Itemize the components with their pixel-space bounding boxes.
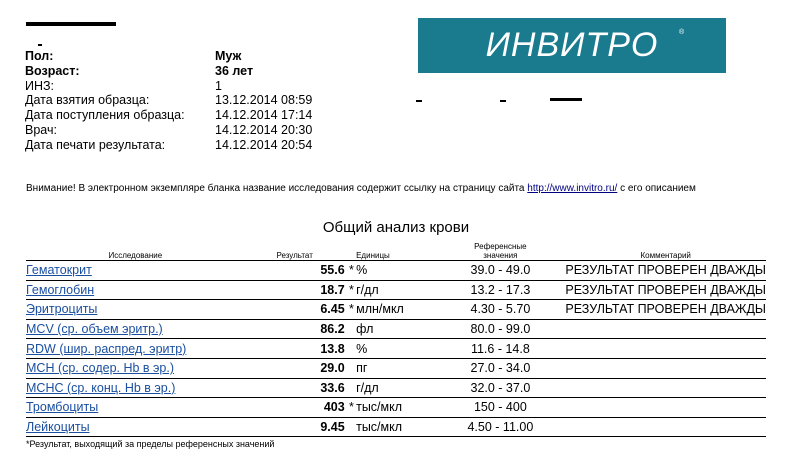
- reference-range-cell: [441, 398, 559, 418]
- unit-cell: [356, 280, 441, 300]
- table-row: [26, 319, 766, 339]
- info-row: [25, 123, 312, 138]
- info-row: [25, 108, 312, 123]
- header-reference: [441, 240, 559, 261]
- reference-range: 150 - 400: [473, 400, 527, 415]
- invitro-link[interactable]: http://www.invitro.ru/: [527, 183, 618, 194]
- test-name-link-cell[interactable]: [26, 300, 245, 320]
- reference-range: 39.0 - 49.0: [470, 263, 531, 278]
- result-value: 18.7: [320, 282, 345, 297]
- redaction-mark: [500, 100, 506, 102]
- test-name-link-cell[interactable]: [26, 339, 245, 359]
- info-value: Муж: [215, 49, 242, 63]
- header-test: Исследование: [26, 240, 245, 261]
- info-label: Дата печати результата:: [25, 137, 166, 152]
- reference-range: 13.2 - 17.3: [470, 282, 531, 297]
- result-value-cell: [245, 398, 347, 418]
- out-of-range-flag-cell: [347, 300, 356, 320]
- header-units: Единицы: [356, 240, 441, 261]
- unit: фл: [356, 322, 374, 337]
- out-of-range-flag-cell: [347, 358, 356, 378]
- out-of-range-flag-cell: [347, 378, 356, 398]
- comment-cell: [559, 319, 766, 339]
- info-value: 36 лет: [215, 63, 254, 78]
- out-of-range-flag-cell: [347, 319, 356, 339]
- comment-cell: [559, 339, 766, 359]
- result-value: 13.8: [320, 341, 345, 356]
- reference-range: 80.0 - 99.0: [470, 322, 531, 337]
- patient-info: [25, 49, 312, 153]
- comment-cell: [559, 417, 766, 437]
- out-of-range-flag-cell: [347, 417, 356, 437]
- out-of-range-flag: *: [348, 400, 354, 415]
- redaction-mark: [26, 22, 116, 26]
- out-of-range-flag-cell: [347, 398, 356, 418]
- result-value-cell: [245, 339, 347, 359]
- test-name-link[interactable]: Лейкоциты: [26, 420, 90, 435]
- reference-range-cell: [441, 319, 559, 339]
- comment-cell: [559, 398, 766, 418]
- result-value-cell: [245, 378, 347, 398]
- unit-cell: [356, 261, 441, 281]
- out-of-range-flag-cell: [347, 339, 356, 359]
- notice-text: [26, 183, 696, 194]
- comment: РЕЗУЛЬТАТ ПРОВЕРЕН ДВАЖДЫ: [565, 263, 766, 278]
- table-row: [26, 280, 766, 300]
- page-title: Общий анализ крови: [322, 219, 470, 236]
- table-row: [26, 417, 766, 437]
- test-name-link-cell[interactable]: [26, 358, 245, 378]
- comment: РЕЗУЛЬТАТ ПРОВЕРЕН ДВАЖДЫ: [565, 302, 766, 317]
- unit: %: [356, 341, 368, 356]
- redaction-mark: [38, 44, 42, 46]
- reference-range: 4.50 - 11.00: [467, 420, 534, 435]
- result-value-cell: [245, 358, 347, 378]
- test-name-link[interactable]: MCH (ср. содер. Hb в эр.): [26, 361, 174, 376]
- unit-cell: [356, 417, 441, 437]
- unit: %: [356, 263, 368, 278]
- result-value: 55.6: [320, 263, 345, 278]
- unit: пг: [356, 361, 368, 376]
- info-value: 14.12.2014 17:14: [215, 108, 313, 123]
- reference-range-cell: [441, 261, 559, 281]
- result-value-cell: [245, 280, 347, 300]
- header-comment: Комментарий: [559, 240, 766, 261]
- test-name-link-cell[interactable]: [26, 319, 245, 339]
- test-name-link[interactable]: Эритроциты: [26, 302, 98, 317]
- result-value: 86.2: [320, 322, 345, 337]
- table-row: [26, 378, 766, 398]
- header-flag: [347, 240, 356, 261]
- unit-cell: [356, 378, 441, 398]
- unit-cell: [356, 300, 441, 320]
- info-value: 14.12.2014 20:54: [215, 137, 313, 152]
- registered-mark: ®: [679, 29, 685, 36]
- redaction-mark: [416, 100, 422, 102]
- test-name-link-cell[interactable]: [26, 398, 245, 418]
- logo-text: ИНВИТРО: [485, 26, 659, 64]
- table-header-row: [26, 240, 766, 261]
- notice-suffix: с его описанием: [617, 183, 696, 194]
- result-value: 6.45: [320, 302, 345, 317]
- test-name-link[interactable]: Гемоглобин: [26, 282, 95, 297]
- test-name-link-cell[interactable]: [26, 280, 245, 300]
- info-value: 1: [215, 78, 222, 93]
- info-label: Пол:: [25, 49, 54, 63]
- reference-range-cell: [441, 358, 559, 378]
- info-label: Дата поступления образца:: [25, 108, 185, 123]
- header-result: Результат: [245, 240, 347, 261]
- out-of-range-flag: *: [348, 302, 354, 317]
- out-of-range-flag: *: [348, 282, 354, 297]
- test-name-link[interactable]: Гематокрит: [26, 263, 92, 278]
- reference-range-cell: [441, 378, 559, 398]
- reference-range-cell: [441, 300, 559, 320]
- redaction-mark: [550, 98, 582, 101]
- table-row: [26, 398, 766, 418]
- table-row: [26, 261, 766, 281]
- unit-cell: [356, 319, 441, 339]
- info-row: [25, 93, 312, 108]
- test-name-link-cell[interactable]: [26, 261, 245, 281]
- comment-cell: [559, 300, 766, 320]
- unit-cell: [356, 339, 441, 359]
- unit: тыс/мкл: [356, 400, 403, 415]
- result-value-cell: [245, 261, 347, 281]
- info-row: [25, 64, 312, 79]
- out-of-range-flag: *: [348, 263, 354, 278]
- result-value-cell: [245, 300, 347, 320]
- info-label: Дата взятия образца:: [25, 93, 150, 108]
- result-value-cell: [245, 319, 347, 339]
- results-table: [26, 240, 766, 437]
- result-value: 9.45: [320, 420, 345, 435]
- reference-range: 32.0 - 37.0: [470, 380, 531, 395]
- reference-range: 4.30 - 5.70: [470, 302, 531, 317]
- unit-cell: [356, 358, 441, 378]
- reference-range-cell: [441, 280, 559, 300]
- test-name-link-cell[interactable]: [26, 378, 245, 398]
- out-of-range-flag-cell: [347, 280, 356, 300]
- result-value: 33.6: [320, 380, 345, 395]
- table-row: [26, 300, 766, 320]
- info-row: [25, 49, 312, 64]
- result-value: 29.0: [320, 361, 345, 376]
- result-value-cell: [245, 417, 347, 437]
- info-label: ИНЗ:: [25, 78, 55, 93]
- test-name-link[interactable]: MCV (ср. объем эритр.): [26, 322, 163, 337]
- info-label: Возраст:: [25, 63, 80, 78]
- comment: РЕЗУЛЬТАТ ПРОВЕРЕН ДВАЖДЫ: [565, 282, 766, 297]
- reference-range-cell: [441, 417, 559, 437]
- info-value: 13.12.2014 08:59: [215, 93, 313, 108]
- comment-cell: [559, 280, 766, 300]
- unit: г/дл: [356, 380, 379, 395]
- unit: тыс/мкл: [356, 420, 403, 435]
- test-name-link[interactable]: Тромбоциты: [26, 400, 99, 415]
- test-name-link[interactable]: MCHC (ср. конц. Hb в эр.): [26, 380, 176, 395]
- info-row: [25, 79, 312, 94]
- test-name-link-cell[interactable]: [26, 417, 245, 437]
- invitro-logo: [418, 18, 726, 73]
- comment-cell: [559, 378, 766, 398]
- result-value: 403: [323, 400, 345, 415]
- table-row: [26, 358, 766, 378]
- footnote: *Результат, выходящий за пределы референсных значений: [26, 439, 275, 449]
- test-name-link[interactable]: RDW (шир. распред. эритр): [26, 341, 187, 356]
- reference-range: 27.0 - 34.0: [470, 361, 531, 376]
- reference-range-cell: [441, 339, 559, 359]
- info-value: 14.12.2014 20:30: [215, 122, 313, 137]
- header-reference-label: Референсные значения: [474, 242, 527, 260]
- notice-prefix: Внимание! В электронном экземпляре бланка название исследования содержит ссылку на страницу сайта: [26, 183, 528, 194]
- info-row: [25, 138, 312, 153]
- unit-cell: [356, 398, 441, 418]
- reference-range: 11.6 - 14.8: [470, 341, 530, 356]
- comment-cell: [559, 261, 766, 281]
- unit: млн/мкл: [356, 302, 404, 317]
- info-label: Врач:: [25, 122, 57, 137]
- table-row: [26, 339, 766, 359]
- unit: г/дл: [356, 282, 379, 297]
- comment-cell: [559, 358, 766, 378]
- out-of-range-flag-cell: [347, 261, 356, 281]
